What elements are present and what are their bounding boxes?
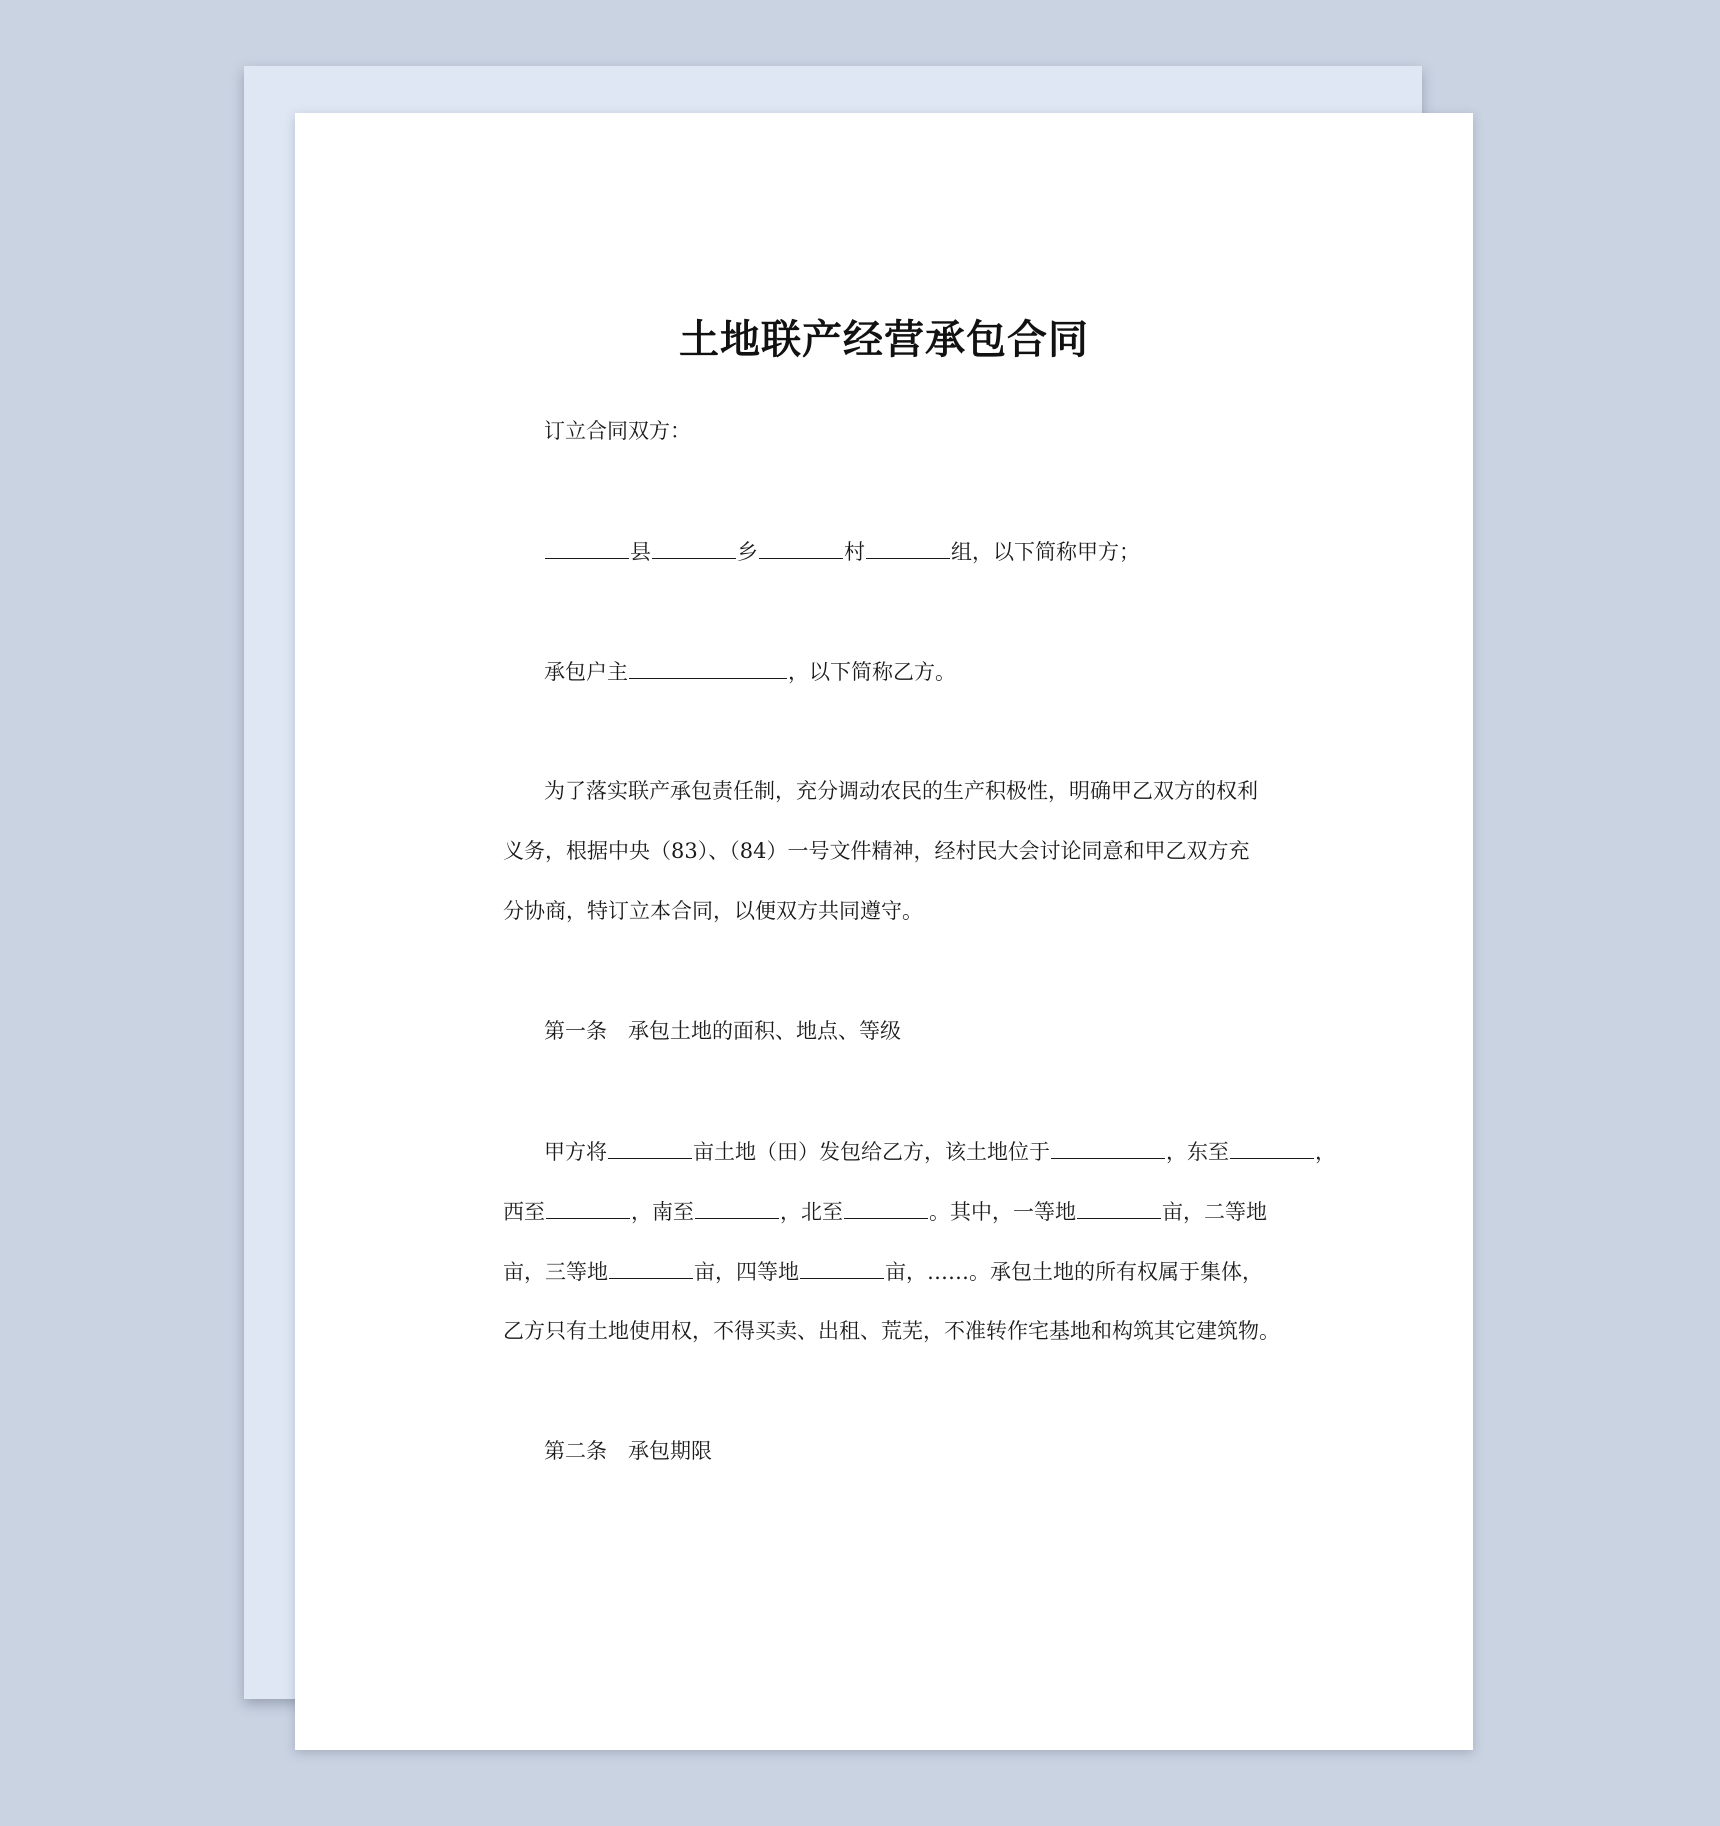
blank-field[interactable] bbox=[546, 1196, 630, 1219]
text-span: 亩土地（田）发包给乙方，该土地位于 bbox=[693, 1140, 1050, 1164]
blank-field[interactable] bbox=[695, 1196, 779, 1219]
text-span: 亩，二等地 bbox=[1162, 1200, 1267, 1224]
text-span: ，东至 bbox=[1166, 1140, 1229, 1164]
blank-field[interactable] bbox=[1230, 1136, 1314, 1159]
party-b-line bbox=[544, 656, 956, 687]
text-span: 西至 bbox=[503, 1200, 545, 1224]
blank-field[interactable] bbox=[609, 1256, 693, 1279]
text-span: 甲方将 bbox=[544, 1140, 607, 1164]
blank-field[interactable] bbox=[844, 1196, 928, 1219]
text-span: ， bbox=[1315, 1140, 1336, 1164]
article-1-line-3 bbox=[503, 1256, 1263, 1287]
text-span: 亩，……。承包土地的所有权属于集体， bbox=[885, 1260, 1263, 1284]
article-1-line-1 bbox=[544, 1136, 1336, 1167]
parties-heading: 订立合同双方： bbox=[544, 419, 691, 443]
blank-field[interactable] bbox=[1077, 1196, 1161, 1219]
preamble-line-1: 为了落实联产承包责任制，充分调动农民的生产积极性，明确甲乙双方的权利 bbox=[544, 779, 1258, 803]
blank-field[interactable] bbox=[608, 1136, 692, 1159]
blank-field[interactable] bbox=[759, 536, 843, 559]
blank-field[interactable] bbox=[629, 656, 787, 679]
party-b-prefix: 承包户主 bbox=[544, 660, 628, 684]
blank-field[interactable] bbox=[800, 1256, 884, 1279]
blank-field[interactable] bbox=[652, 536, 736, 559]
document-page bbox=[295, 113, 1473, 1750]
article-1-line-4: 乙方只有土地使用权，不得买卖、出租、荒芜，不准转作宅基地和构筑其它建筑物。 bbox=[503, 1319, 1280, 1343]
group-label: 组，以下简称甲方； bbox=[951, 540, 1140, 564]
preamble-line-2: 义务，根据中央（83）、（84）一号文件精神，经村民大会讨论同意和甲乙双方充 bbox=[503, 839, 1250, 863]
text-span: 亩，三等地 bbox=[503, 1260, 608, 1284]
party-b-suffix: ，以下简称乙方。 bbox=[788, 660, 956, 684]
document-title: 土地联产经营承包合同 bbox=[679, 317, 1089, 363]
blank-field[interactable] bbox=[545, 536, 629, 559]
text-span: ，北至 bbox=[780, 1200, 843, 1224]
article-1-line-2 bbox=[503, 1196, 1267, 1227]
county-label: 县 bbox=[630, 540, 651, 564]
text-span: 。其中，一等地 bbox=[929, 1200, 1076, 1224]
township-label: 乡 bbox=[737, 540, 758, 564]
blank-field[interactable] bbox=[1051, 1136, 1165, 1159]
village-label: 村 bbox=[844, 540, 865, 564]
article-1-heading: 第一条 承包土地的面积、地点、等级 bbox=[544, 1019, 901, 1043]
blank-field[interactable] bbox=[866, 536, 950, 559]
text-span: 亩，四等地 bbox=[694, 1260, 799, 1284]
article-2-heading: 第二条 承包期限 bbox=[544, 1439, 712, 1463]
preamble-line-3: 分协商，特订立本合同，以便双方共同遵守。 bbox=[503, 899, 923, 923]
text-span: ，南至 bbox=[631, 1200, 694, 1224]
party-a-line bbox=[544, 536, 1140, 567]
